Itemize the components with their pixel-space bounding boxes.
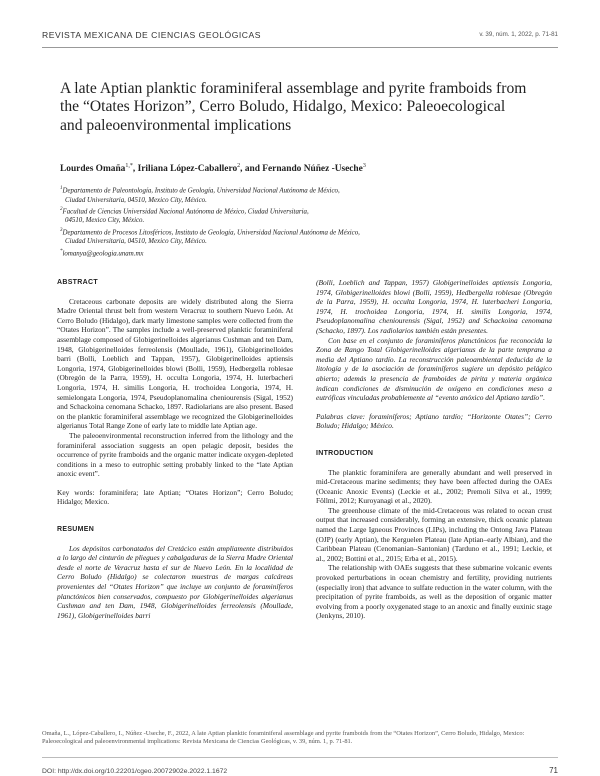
resumen-paragraph: Los depósitos carbonatados del Cretácico están ampliamente distribuidos a lo largo del cinturón de pliegues y cabalgaduras de la Sierra Madre Oriental desde el norte de Veracruz hasta el sur de Nuevo León. En la localidad de Cerro Boludo (Hidalgo) se colectaron muestras de margas calcáreas provenientes del “Otates Horizon” que incluye un conjunto de foraminíferos planctónicos bien conservados, compuesto por Globigerinelloides algerianus Cushman and ten Dam, 1948, Globigerinelloides ferreolensis (Moullade, 1961), Globigerinelloides barri <box>57 543 293 620</box>
author-sep: , and <box>240 164 263 175</box>
email <box>60 247 540 259</box>
resumen-heading: RESUMEN <box>57 526 95 534</box>
affiliation <box>60 184 540 196</box>
article-title: A late Aptian planktic foraminiferal assemblage and pyrite framboids from the “Otates Horizon”, Cerro Boludo, Hidalgo, Mexico: Paleoecological and paleoenvironmental implications <box>60 80 527 134</box>
affil-line: Departamento de Paleontología, Instituto de Geología, Universidad Nacional Autónoma de México, <box>62 187 340 195</box>
affil-line: Facultad de Ciencias Universidad Nacional Autónoma de México, Ciudad Universitaria, <box>62 208 309 216</box>
abstract-heading: ABSTRACT <box>57 279 98 286</box>
affiliation-cont: 04510, Mexico City, México. <box>65 217 145 225</box>
volume-info: v. 39, núm. 1, 2022, p. 71-81 <box>479 31 558 38</box>
author-sup: 2 <box>237 163 241 169</box>
author-name: Fernando Núñez -Useche <box>262 164 363 175</box>
affiliation-cont: Ciudad Universitaria, 04510, Mexico City, México. <box>65 238 207 246</box>
right-column <box>316 278 552 621</box>
author-name: Lourdes Omaña <box>60 164 126 175</box>
email-address: lomanya@geologia.unam.mx <box>62 249 144 257</box>
doi-link[interactable]: DOI: http://dx.doi.org/10.22201/cgeo.20072902e.2022.1.1672 <box>42 768 228 775</box>
author-list <box>60 163 540 174</box>
affil-sup: 3 <box>60 227 63 233</box>
author-sup: 1,* <box>125 163 133 169</box>
footer-divider <box>42 757 558 758</box>
left-column <box>57 278 293 620</box>
intro-paragraph: The greenhouse climate of the mid-Cretaceous was related to ocean crust output that increased considerably, forming an extensive, thick oceanic plateau named the Large Igneous Provinces (LIPs), including the Ontong Java Plateau (OJP) (early Aptian), the Kerguelen Plateau (late Aptian–early Albian), and the Caribbean Plateau (Cenomanian–Santonian) (Tarduno et al., 1991; Leckie, et al., 2002; Bottini et al., 2015; Erba et al., 2015). <box>316 505 552 563</box>
author-sup: 3 <box>362 163 366 169</box>
affiliation <box>60 205 540 217</box>
resumen-keywords: Palabras clave: foraminíferos; Aptiano tardío; “Horizonte Otates”; Cerro Boludo; Hidalgo; México. <box>316 411 552 431</box>
resumen-paragraph-cont: (Bolli, Loeblich and Tappan, 1957) Globigerinelloides aptiensis Longoria, 1974, Globigerinelloides blowi (Bolli, 1959), Hedbergella roblesae (Obregón de la Parra, 1959), H. occulta Longoria, 1974, H. luterbacheri Longoria, 1974, H. trochoidea Longoria, 1974, H. similis Longoria, 1974, Pseudoplanomalina cheniourensis (Sigal, 1952) and Schackoina cenomana (Schacko, 1897). Los radiolarios también están presentes. <box>316 278 552 335</box>
header-divider <box>42 47 558 48</box>
abstract-paragraph: The paleoenvironmental reconstruction inferred from the lithology and the foraminiferal association suggests an open pelagic deposit, besides the occurrence of pyrite framboids and the organic matter indicate oxygen-depleted conditions in a meso to eutrophic setting probably linked to the “late Aptian anoxic event”. <box>57 430 293 479</box>
page-number: 71 <box>549 766 558 775</box>
affiliation <box>60 226 540 238</box>
citation: Omaña, L., López-Caballero, I., Núñez -Useche, F., 2022, A late Aptian planktic foraminiferal assemblage and pyrite framboids from the “Otates Horizon”, Cerro Boludo, Hidalgo, Mexico: Paleoecological and paleoenvironmental implications: Revista Mexicana de Ciencias Geológicas, v. 39, núm. 1, p. 71-81. <box>42 730 525 746</box>
running-header <box>42 30 558 44</box>
affil-sup: 1 <box>60 186 63 191</box>
intro-paragraph: The relationship with OAEs suggests that these submarine volcanic events provoked perturbations in ocean chemistry and fertility, providing nutrients (especially iron) that advance to sulfate reduction in the water column, with the precipitation of pyrite framboids, as well as the deposition of organic matter evolving from a poorly oxygenated stage to an anoxic and finally euxinic stage (Jenkyns, 2010). <box>316 563 552 621</box>
affiliations <box>60 184 540 258</box>
introduction-heading: INTRODUCTION <box>316 449 374 457</box>
affil-sup: * <box>60 248 63 254</box>
resumen-paragraph: Con base en el conjunto de foraminíferos planctónicos fue reconocida la Zona de Rango Total Globigerinelloides algerianus de la parte temprana a media del Aptiano tardío. La reconstrucción paleoambiental deducida de la litología y de la asociación de foraminíferos sugiere un depósito pelágico abierto; además la presencia de framboides de pirita y materia orgánica indican condiciones de disminución de oxígeno en condiciones meso a eutróficas vinculadas probablemente al “evento anóxico del Aptiano tardío”. <box>316 335 552 403</box>
affil-sup: 2 <box>60 206 63 212</box>
abstract-keywords: Key words: foraminifera; late Aptian; “Otates Horizon”; Cerro Boludo; Hidalgo; Mexico. <box>57 487 293 507</box>
intro-paragraph: The planktic foraminifera are generally abundant and well preserved in mid-Cretaceous marine sediments; they have been affected during the OAEs (Oceanic Anoxic Events) (Leckie et al., 2002; Premoli Silva et al., 1999; Föllmi, 2012; Kuroyanagi et al., 2020). <box>316 467 552 506</box>
abstract-paragraph: Cretaceous carbonate deposits are widely distributed along the Sierra Madre Oriental thrust belt from western Veracruz to southern Nuevo León. At Cerro Boludo (Hidalgo), dark marly limestone samples were collected from the “Otates Horizon”. The samples include a well-preserved planktic foraminiferal assemblage composed of Globigerinelloides algerianus Cushman and ten Dam, 1948, Globigerinelloides ferreolensis (Moullade, 1961), Globigerinelloides barri (Bolli, Loeblich and Tappan, 1957), Globigerinelloides aptiensis Longoria, 1974, Globigerinelloides blowi (Bolli, 1959), Hedbergella roblesae (Obregón de la Parra, 1959), H. occulta Longoria, 1974, H. luterbacheri Longoria, 1974, H. similis Longoria, H. trochoidea Longoria, 1974, H. semielongata Longoria, 1974, Pseudoplanomalina cheniourensis (Sigal, 1952) and Schackoina cenomana Schacko, 1897. Radiolarians are also present. Based on the planktic foraminiferal assemblage we recognized the Globigerinelloides algerianus Total Range Zone of early late to middle late Aptian age. <box>57 296 293 431</box>
journal-name: REVISTA MEXICANA DE CIENCIAS GEOLÓGICAS <box>42 30 261 40</box>
affiliation-cont: Ciudad Universitaria, 04510, Mexico City, México. <box>65 196 207 204</box>
affil-line: Departamento de Procesos Litosféricos, Instituto de Geología, Universidad Nacional Autónoma de México, <box>62 229 360 237</box>
author-name: Iriliana López-Caballero <box>137 164 238 175</box>
author-sep: , <box>132 164 138 175</box>
